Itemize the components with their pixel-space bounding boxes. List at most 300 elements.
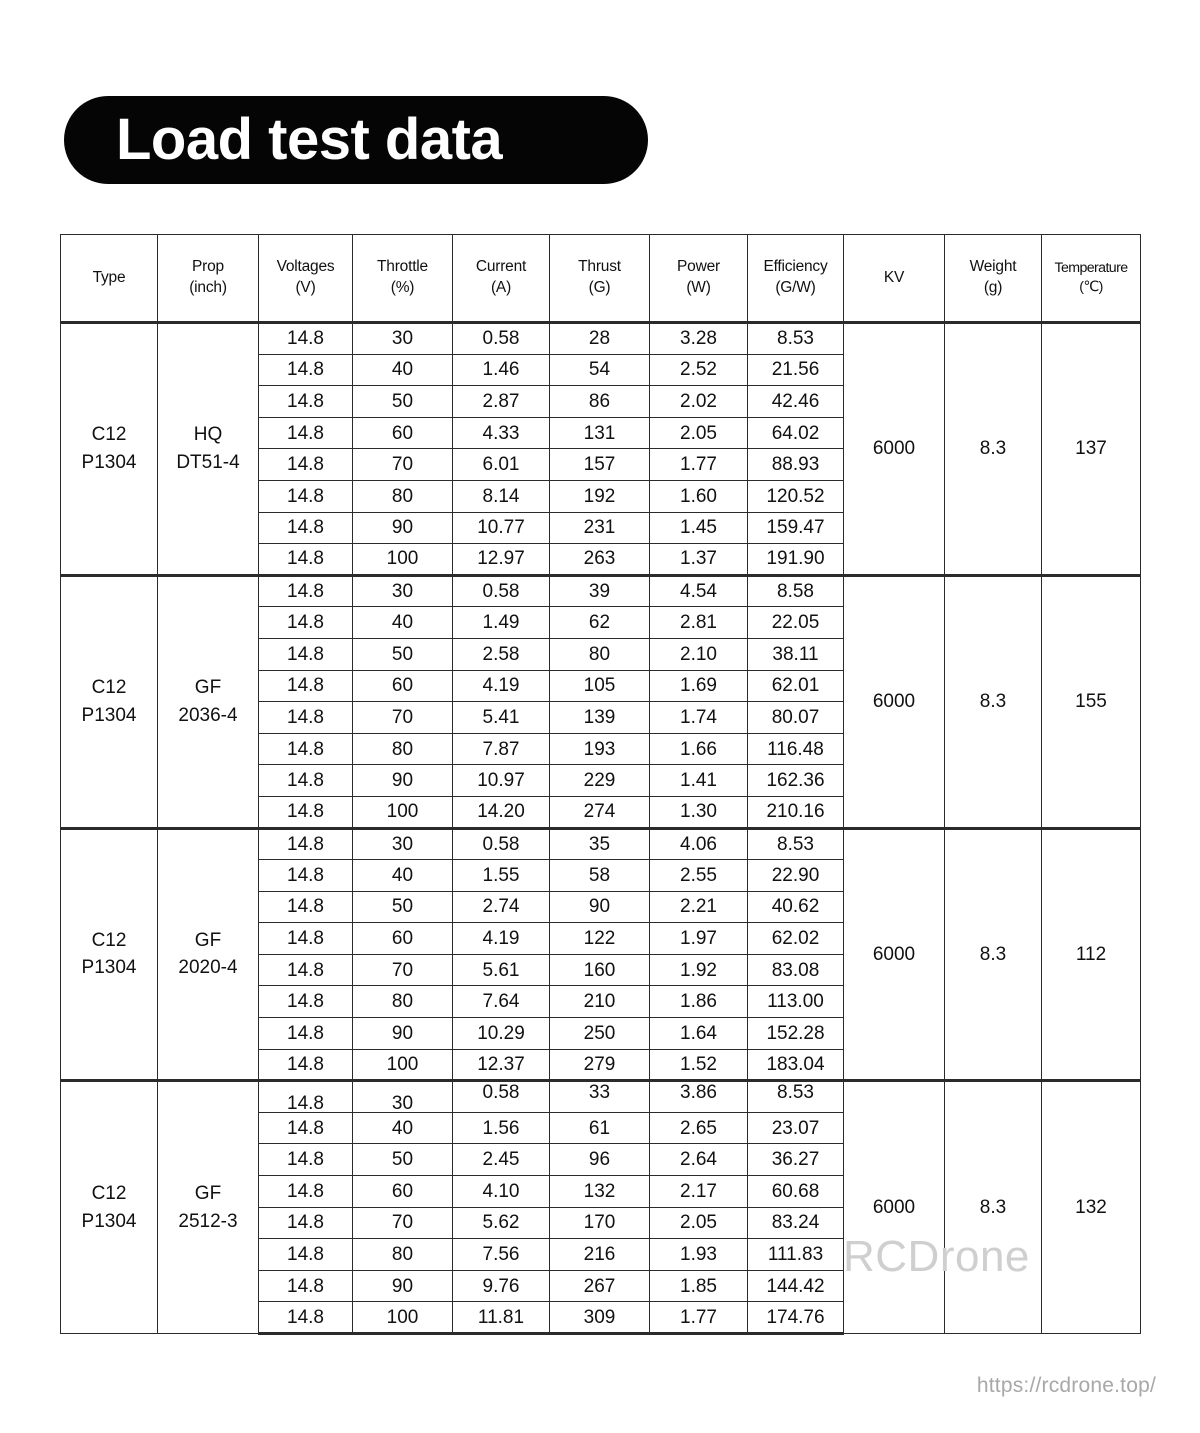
cell-value: 1.74	[680, 706, 717, 728]
cell-prop-line2: 2512-3	[178, 1210, 238, 1232]
cell-value: 1.77	[680, 1306, 717, 1328]
cell-value: 90	[391, 1022, 414, 1044]
cell-value: 144.42	[766, 1275, 825, 1297]
cell-power	[650, 638, 748, 670]
cell-value: 105	[583, 675, 616, 697]
cell-value: 80	[391, 1244, 414, 1266]
cell-value: 309	[583, 1306, 616, 1328]
cell-prop-line2: DT51-4	[176, 451, 240, 473]
cell-value: 14.8	[287, 928, 324, 950]
cell-value: 14.8	[287, 454, 324, 476]
cell-value: 64.02	[771, 422, 820, 444]
cell-efficiency	[748, 860, 844, 892]
cell-value: 14.8	[287, 959, 324, 981]
cell-current	[453, 828, 550, 860]
cell-efficiency	[748, 923, 844, 955]
cell-thrust	[550, 544, 650, 576]
cell-prop-line2: 2036-4	[178, 704, 238, 726]
cell-value: 58	[588, 864, 611, 886]
cell-prop	[158, 323, 259, 576]
cell-thrust	[550, 733, 650, 765]
cell-thrust	[550, 480, 650, 512]
cell-throttle	[353, 702, 453, 734]
cell-current	[453, 1049, 550, 1081]
cell-efficiency	[748, 544, 844, 576]
cell-throttle	[353, 828, 453, 860]
cell-throttle	[353, 1144, 453, 1176]
cell-voltage	[259, 702, 353, 734]
cell-value: 60	[391, 422, 414, 444]
cell-value: 2.74	[482, 896, 520, 918]
cell-value: 14.8	[287, 612, 324, 634]
cell-value: 14.8	[287, 1244, 324, 1266]
cell-value: 100	[386, 1053, 419, 1075]
cell-voltage	[259, 733, 353, 765]
cell-thrust	[550, 638, 650, 670]
cell-value: 80	[588, 643, 611, 665]
cell-efficiency	[748, 449, 844, 481]
column-header-unit: (A)	[490, 279, 512, 296]
cell-current	[453, 860, 550, 892]
column-header-kv	[844, 235, 945, 323]
cell-value: 33	[588, 1081, 611, 1103]
cell-voltage	[259, 954, 353, 986]
cell-value: 70	[391, 454, 414, 476]
column-header-current	[453, 235, 550, 323]
cell-value: 14.8	[287, 738, 324, 760]
cell-type	[61, 1081, 158, 1334]
cell-power	[650, 1176, 748, 1208]
cell-value: 2.65	[680, 1117, 717, 1139]
cell-voltage	[259, 1081, 353, 1113]
cell-value: 2.64	[680, 1149, 717, 1171]
cell-current	[453, 480, 550, 512]
cell-value: 2.21	[680, 896, 717, 918]
cell-value: 14.8	[287, 643, 324, 665]
table-block	[61, 1081, 1141, 1334]
cell-value: 40	[391, 1117, 414, 1139]
cell-current	[453, 1081, 550, 1113]
cell-efficiency	[748, 796, 844, 828]
cell-value: 116.48	[767, 738, 824, 760]
cell-power	[650, 986, 748, 1018]
cell-value: 216	[583, 1244, 616, 1266]
cell-power	[650, 828, 748, 860]
cell-value: 1.55	[482, 864, 520, 886]
column-header-unit: (G/W)	[775, 279, 816, 296]
cell-type-line2: P1304	[81, 1210, 137, 1232]
cell-current	[453, 1302, 550, 1334]
cell-value: 4.06	[680, 833, 717, 855]
cell-value: 50	[391, 643, 414, 665]
cell-throttle	[353, 986, 453, 1018]
cell-prop-line1: HQ	[193, 424, 223, 446]
cell-current	[453, 1112, 550, 1144]
column-header-throttle	[353, 235, 453, 323]
column-header-unit: (V)	[295, 279, 316, 296]
cell-value: 1.60	[680, 485, 717, 507]
cell-voltage	[259, 1049, 353, 1081]
cell-value: 14.8	[287, 517, 324, 539]
cell-voltage	[259, 354, 353, 386]
cell-value: 2.05	[680, 1212, 717, 1234]
cell-throttle	[353, 638, 453, 670]
cell-value: 30	[391, 833, 414, 855]
cell-value: 0.58	[482, 581, 520, 603]
cell-value: 157	[583, 454, 616, 476]
cell-weight	[945, 323, 1042, 576]
cell-type	[61, 828, 158, 1081]
cell-type	[61, 323, 158, 576]
cell-efficiency	[748, 1302, 844, 1334]
cell-throttle	[353, 923, 453, 955]
cell-type-line2: P1304	[81, 704, 137, 726]
cell-throttle	[353, 417, 453, 449]
cell-throttle	[353, 1207, 453, 1239]
cell-power	[650, 1144, 748, 1176]
cell-current	[453, 1270, 550, 1302]
cell-value: 80.07	[771, 706, 820, 728]
cell-value: 8.53	[777, 833, 814, 855]
cell-throttle	[353, 1049, 453, 1081]
cell-throttle	[353, 733, 453, 765]
cell-value: 14.8	[287, 1180, 324, 1202]
cell-power	[650, 954, 748, 986]
cell-value: 3.86	[680, 1081, 717, 1103]
cell-value: 139	[583, 706, 616, 728]
footer-website-url: https://rcdrone.top/	[976, 1374, 1156, 1397]
cell-power	[650, 575, 748, 607]
cell-value: 83.24	[771, 1212, 820, 1234]
column-header-title: Voltages	[276, 258, 335, 276]
cell-kv	[844, 1081, 945, 1334]
cell-type-line1: C12	[91, 929, 127, 951]
cell-value: 112	[1075, 943, 1107, 965]
cell-value: 14.8	[287, 328, 324, 350]
cell-value: 7.64	[482, 991, 520, 1013]
cell-value: 14.8	[287, 390, 324, 412]
cell-current	[453, 702, 550, 734]
table-row	[61, 323, 1141, 355]
cell-value: 80	[391, 991, 414, 1013]
table-block	[61, 323, 1141, 576]
cell-efficiency	[748, 1018, 844, 1050]
cell-value: 50	[391, 896, 414, 918]
cell-voltage	[259, 765, 353, 797]
cell-value: 14.8	[287, 833, 324, 855]
cell-value: 7.87	[482, 738, 520, 760]
cell-efficiency	[748, 1207, 844, 1239]
cell-efficiency	[748, 607, 844, 639]
cell-current	[453, 923, 550, 955]
table-row	[61, 575, 1141, 607]
cell-voltage	[259, 1176, 353, 1208]
cell-value: 193	[583, 738, 616, 760]
cell-throttle	[353, 575, 453, 607]
cell-value: 0.58	[482, 328, 520, 350]
cell-value: 5.41	[482, 706, 520, 728]
cell-power	[650, 670, 748, 702]
cell-efficiency	[748, 1112, 844, 1144]
cell-temperature	[1042, 575, 1141, 828]
cell-throttle	[353, 765, 453, 797]
cell-value: 83.08	[771, 959, 820, 981]
cell-value: 1.64	[680, 1022, 717, 1044]
cell-voltage	[259, 891, 353, 923]
cell-value: 40	[391, 864, 414, 886]
cell-value: 250	[583, 1022, 616, 1044]
cell-throttle	[353, 544, 453, 576]
table-row	[61, 1081, 1141, 1113]
cell-thrust	[550, 954, 650, 986]
column-header-thrust	[550, 235, 650, 323]
cell-value: 274	[583, 801, 616, 823]
cell-value: 14.20	[477, 801, 525, 823]
load-test-table-container	[60, 234, 1140, 1335]
cell-voltage	[259, 923, 353, 955]
cell-value: 6000	[872, 943, 916, 965]
cell-value: 8.14	[482, 485, 520, 507]
cell-thrust	[550, 796, 650, 828]
cell-value: 2.05	[680, 422, 717, 444]
cell-prop-line1: GF	[194, 929, 222, 951]
cell-thrust	[550, 765, 650, 797]
cell-value: 3.28	[680, 328, 717, 350]
cell-value: 174.76	[766, 1306, 825, 1328]
cell-value: 152.28	[766, 1022, 825, 1044]
cell-efficiency	[748, 954, 844, 986]
cell-value: 1.77	[680, 454, 717, 476]
cell-thrust	[550, 607, 650, 639]
cell-prop	[158, 828, 259, 1081]
cell-value: 28	[588, 328, 611, 350]
cell-value: 0.58	[482, 1081, 520, 1103]
column-header-voltages	[259, 235, 353, 323]
cell-value: 39	[588, 581, 611, 603]
cell-value: 1.46	[482, 359, 520, 381]
cell-thrust	[550, 1207, 650, 1239]
cell-value: 14.8	[287, 422, 324, 444]
page-title-banner	[64, 96, 648, 184]
cell-value: 267	[583, 1275, 616, 1297]
cell-power	[650, 544, 748, 576]
cell-voltage	[259, 544, 353, 576]
cell-thrust	[550, 1270, 650, 1302]
cell-value: 14.8	[287, 1117, 324, 1139]
cell-value: 14.8	[287, 1053, 324, 1075]
cell-throttle	[353, 796, 453, 828]
column-header-title: Temperature	[1054, 259, 1128, 276]
cell-value: 0.58	[482, 833, 520, 855]
cell-value: 4.19	[482, 675, 520, 697]
cell-value: 120.52	[766, 485, 825, 507]
cell-throttle	[353, 1270, 453, 1302]
cell-value: 14.8	[287, 359, 324, 381]
cell-value: 80	[391, 738, 414, 760]
cell-power	[650, 323, 748, 355]
cell-value: 40	[391, 359, 414, 381]
cell-value: 12.97	[477, 548, 525, 570]
cell-voltage	[259, 1207, 353, 1239]
cell-thrust	[550, 1018, 650, 1050]
cell-efficiency	[748, 733, 844, 765]
cell-current	[453, 417, 550, 449]
cell-prop-line1: GF	[194, 677, 222, 699]
cell-value: 50	[391, 1149, 414, 1171]
cell-voltage	[259, 449, 353, 481]
cell-value: 159.47	[766, 517, 825, 539]
cell-value: 1.41	[680, 770, 717, 792]
cell-throttle	[353, 480, 453, 512]
cell-type-line1: C12	[91, 1183, 127, 1205]
cell-value: 62.02	[771, 928, 820, 950]
column-header-title: Current	[475, 258, 527, 276]
cell-temperature	[1042, 1081, 1141, 1334]
cell-voltage	[259, 1239, 353, 1271]
page-title: Load test data	[116, 107, 503, 172]
cell-current	[453, 1207, 550, 1239]
cell-current	[453, 891, 550, 923]
cell-efficiency	[748, 702, 844, 734]
cell-throttle	[353, 449, 453, 481]
column-header-title: Type	[92, 268, 126, 286]
cell-voltage	[259, 512, 353, 544]
cell-efficiency	[748, 765, 844, 797]
cell-power	[650, 860, 748, 892]
cell-voltage	[259, 1018, 353, 1050]
cell-thrust	[550, 512, 650, 544]
cell-throttle	[353, 323, 453, 355]
cell-value: 14.8	[287, 675, 324, 697]
cell-value: 132	[1075, 1197, 1107, 1219]
cell-prop	[158, 575, 259, 828]
cell-value: 122	[583, 928, 616, 950]
cell-type-line1: C12	[91, 677, 127, 699]
cell-current	[453, 733, 550, 765]
cell-value: 61	[588, 1117, 611, 1139]
cell-value: 14.8	[287, 991, 324, 1013]
cell-power	[650, 1207, 748, 1239]
cell-power	[650, 1081, 748, 1113]
cell-value: 4.10	[482, 1180, 520, 1202]
cell-efficiency	[748, 638, 844, 670]
cell-weight	[945, 828, 1042, 1081]
cell-efficiency	[748, 1144, 844, 1176]
cell-efficiency	[748, 386, 844, 418]
cell-value: 137	[1075, 438, 1107, 460]
cell-voltage	[259, 1144, 353, 1176]
cell-type-line2: P1304	[81, 451, 137, 473]
cell-thrust	[550, 1176, 650, 1208]
cell-value: 1.97	[680, 928, 717, 950]
cell-value: 191.90	[766, 548, 825, 570]
cell-value: 131	[583, 422, 616, 444]
cell-throttle	[353, 354, 453, 386]
cell-type-line2: P1304	[81, 957, 137, 979]
cell-voltage	[259, 860, 353, 892]
cell-value: 10.77	[477, 517, 525, 539]
cell-current	[453, 954, 550, 986]
cell-value: 1.30	[680, 801, 717, 823]
cell-efficiency	[748, 828, 844, 860]
cell-value: 8.3	[979, 438, 1007, 460]
cell-current	[453, 670, 550, 702]
column-header-power	[650, 235, 748, 323]
cell-value: 10.97	[477, 770, 525, 792]
cell-value: 2.52	[680, 359, 717, 381]
cell-efficiency	[748, 575, 844, 607]
cell-value: 155	[1075, 691, 1107, 713]
cell-efficiency	[748, 1239, 844, 1271]
cell-value: 14.8	[287, 801, 324, 823]
cell-kv	[844, 828, 945, 1081]
cell-value: 2.58	[482, 643, 520, 665]
cell-thrust	[550, 1081, 650, 1113]
column-header-title: Thrust	[578, 258, 621, 276]
cell-thrust	[550, 670, 650, 702]
cell-voltage	[259, 480, 353, 512]
cell-value: 2.55	[680, 864, 717, 886]
cell-value: 30	[391, 328, 414, 350]
cell-current	[453, 1176, 550, 1208]
cell-value: 62	[588, 612, 611, 634]
cell-value: 30	[391, 1092, 414, 1114]
cell-value: 21.56	[771, 359, 820, 381]
cell-power	[650, 607, 748, 639]
cell-type-line1: C12	[91, 424, 127, 446]
cell-thrust	[550, 354, 650, 386]
cell-thrust	[550, 1112, 650, 1144]
cell-value: 1.37	[680, 548, 717, 570]
cell-value: 14.8	[287, 896, 324, 918]
cell-value: 192	[583, 485, 616, 507]
column-header-type	[61, 235, 158, 323]
cell-power	[650, 1018, 748, 1050]
cell-value: 100	[386, 548, 419, 570]
cell-kv	[844, 323, 945, 576]
cell-power	[650, 1302, 748, 1334]
cell-power	[650, 891, 748, 923]
cell-efficiency	[748, 512, 844, 544]
cell-value: 70	[391, 1212, 414, 1234]
cell-power	[650, 733, 748, 765]
column-header-prop	[158, 235, 259, 323]
column-header-unit: (W)	[686, 279, 711, 296]
cell-value: 60	[391, 1180, 414, 1202]
cell-voltage	[259, 1302, 353, 1334]
cell-value: 10.29	[477, 1022, 525, 1044]
cell-value: 1.69	[680, 675, 717, 697]
cell-thrust	[550, 575, 650, 607]
cell-voltage	[259, 796, 353, 828]
cell-value: 1.49	[482, 612, 520, 634]
cell-thrust	[550, 923, 650, 955]
cell-value: 2.02	[680, 390, 717, 412]
cell-current	[453, 512, 550, 544]
cell-voltage	[259, 828, 353, 860]
cell-value: 14.8	[287, 1275, 324, 1297]
cell-value: 6000	[872, 1197, 916, 1219]
cell-efficiency	[748, 1176, 844, 1208]
cell-value: 38.11	[772, 643, 819, 665]
cell-value: 5.62	[482, 1212, 520, 1234]
table-block	[61, 828, 1141, 1081]
cell-value: 62.01	[771, 675, 820, 697]
cell-efficiency	[748, 1270, 844, 1302]
cell-voltage	[259, 386, 353, 418]
cell-value: 60	[391, 675, 414, 697]
cell-efficiency	[748, 354, 844, 386]
